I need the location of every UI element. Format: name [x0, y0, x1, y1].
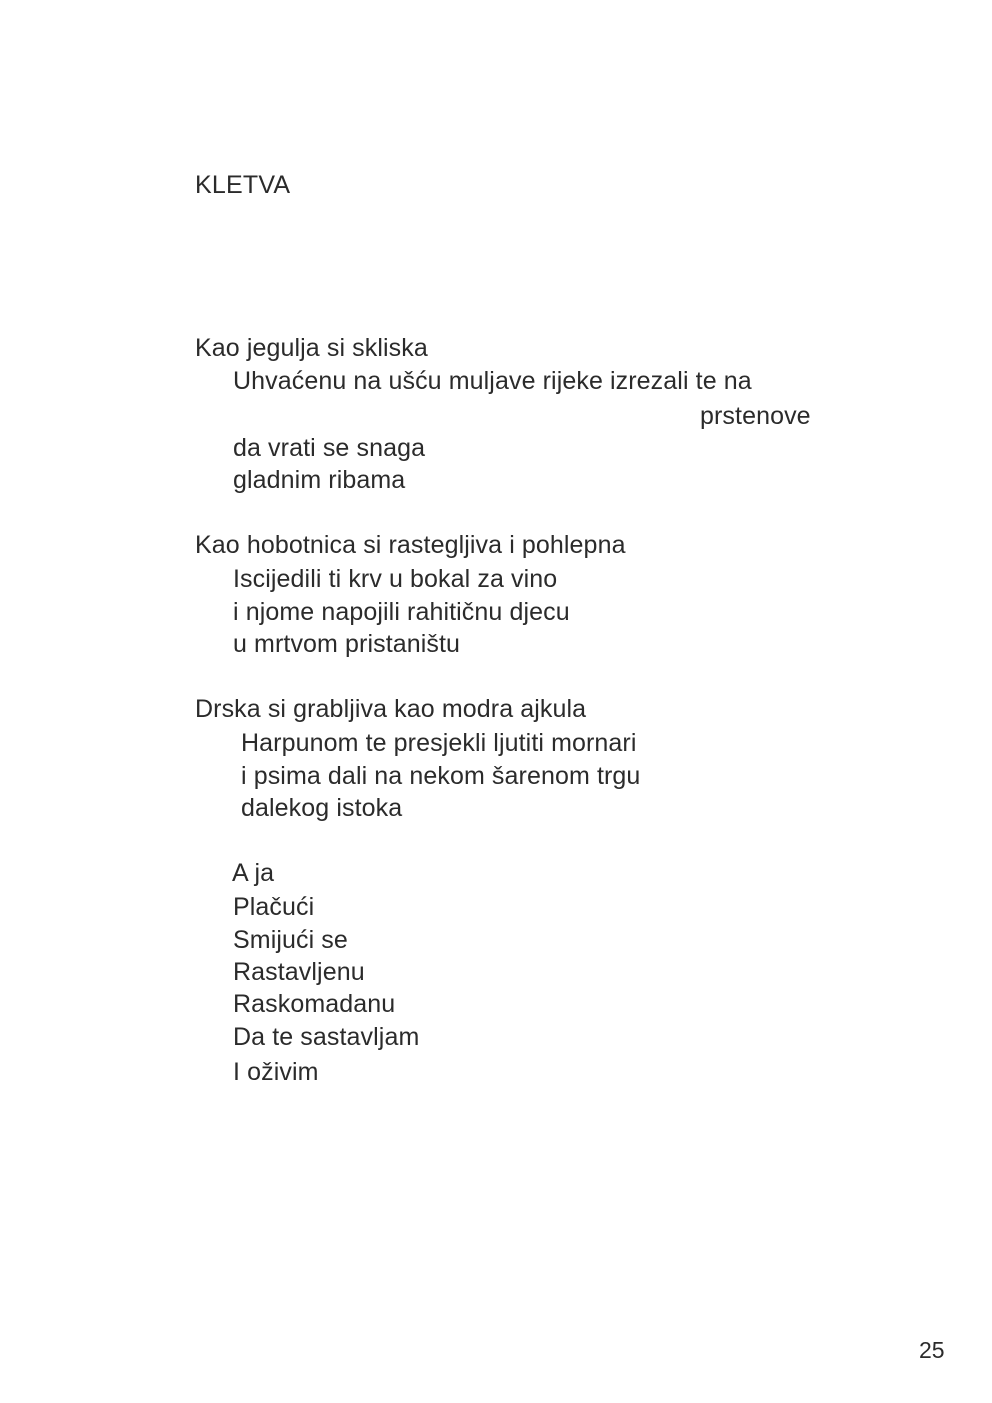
poem-title: KLETVA [195, 171, 291, 199]
stanza-1-line-5: gladnim ribama [233, 466, 406, 494]
stanza-4-line-4: Rastavljenu [233, 958, 365, 986]
stanza-2-line-4: u mrtvom pristaništu [233, 630, 461, 658]
stanza-1-line-3: prstenove [700, 402, 811, 430]
stanza-4-line-1: A ja [232, 859, 275, 887]
stanza-4-line-6: Da te sastavljam [233, 1023, 420, 1051]
stanza-2-line-2: Iscijedili ti krv u bokal za vino [233, 565, 558, 593]
stanza-3-line-4: dalekog istoka [241, 794, 403, 822]
stanza-1-line-4: da vrati se snaga [233, 434, 426, 462]
stanza-3-line-1: Drska si grabljiva kao modra ajkula [195, 695, 587, 723]
stanza-4-line-3: Smijući se [233, 926, 348, 954]
page-number: 25 [919, 1337, 945, 1363]
stanza-3-line-2: Harpunom te presjekli ljutiti mornari [241, 729, 637, 757]
stanza-2-line-3: i njome napojili rahitičnu djecu [233, 598, 570, 626]
stanza-4-line-5: Raskomadanu [233, 990, 396, 1018]
stanza-4-line-7: I oživim [233, 1058, 319, 1086]
stanza-2-line-1: Kao hobotnica si rastegljiva i pohlepna [195, 531, 626, 559]
stanza-1-line-1: Kao jegulja si skliska [195, 334, 428, 362]
stanza-1-line-2: Uhvaćenu na ušću muljave rijeke izrezali te na [233, 367, 752, 395]
stanza-4-line-2: Plačući [233, 893, 315, 921]
stanza-3-line-3: i psima dali na nekom šarenom trgu [241, 762, 641, 790]
